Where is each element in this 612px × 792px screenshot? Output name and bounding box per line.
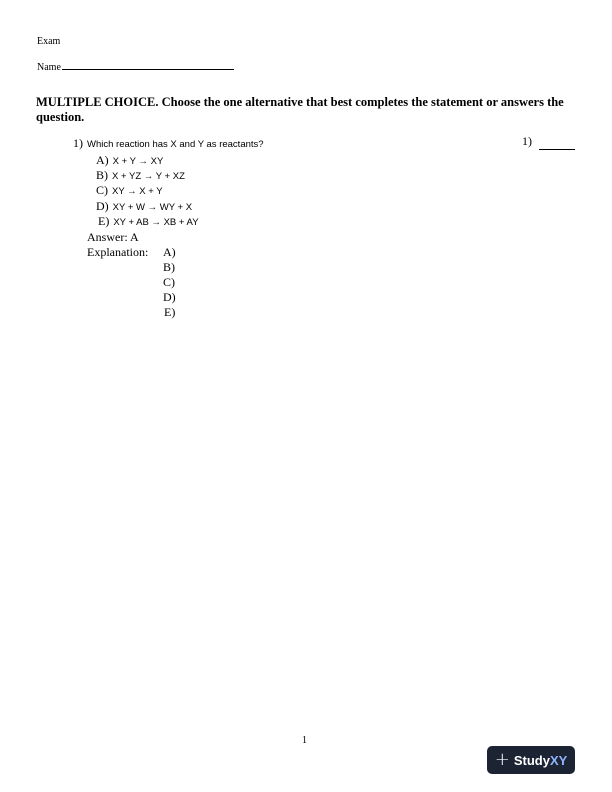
option-letter: D): [96, 199, 109, 213]
brand-text-study: Study: [513, 752, 550, 768]
name-label: Name: [37, 62, 61, 73]
explanation-letter-c: C): [163, 275, 175, 289]
explanation-letter-d: D): [163, 290, 176, 304]
option-letter: C): [96, 183, 108, 197]
explanation-letter-e: E): [164, 305, 176, 319]
section-heading: MULTIPLE CHOICE. Choose the one alternative that best completes the statement or answers the question.: [36, 95, 564, 124]
name-field: [37, 60, 234, 73]
answer-margin-number: 1): [522, 134, 532, 148]
answer-blank-line: [539, 137, 575, 155]
answer-label: Answer:: [87, 230, 128, 244]
question-1: [73, 134, 264, 152]
option-text: XY + W → WY + X: [112, 202, 193, 213]
option-letter: A): [96, 153, 109, 167]
brand-text-xy: XY: [549, 752, 568, 768]
option-e: [98, 212, 199, 230]
explanation-letter-b: B): [163, 260, 175, 274]
option-text: X + YZ → Y + XZ: [112, 171, 185, 182]
exam-label: Exam: [37, 36, 61, 47]
question-text: Which reaction has X and Y as reactants?: [87, 139, 264, 150]
option-text: XY → X + Y: [112, 186, 163, 197]
option-letter: B): [96, 168, 108, 182]
option-text: XY + AB → XB + AY: [113, 217, 199, 228]
option-letter: E): [98, 214, 110, 228]
page-number: 1: [302, 735, 307, 746]
question-number: 1): [73, 136, 83, 150]
answer-value: A: [130, 230, 139, 244]
studyxy-logo-badge[interactable]: [487, 746, 575, 774]
answer-line: [87, 230, 139, 245]
explanation-label: Explanation:: [87, 245, 149, 259]
option-text: X + Y → XY: [112, 156, 164, 167]
plus-icon: +: [494, 749, 510, 770]
name-blank-line: [62, 60, 234, 70]
explanation-letter-a: A): [163, 245, 176, 259]
